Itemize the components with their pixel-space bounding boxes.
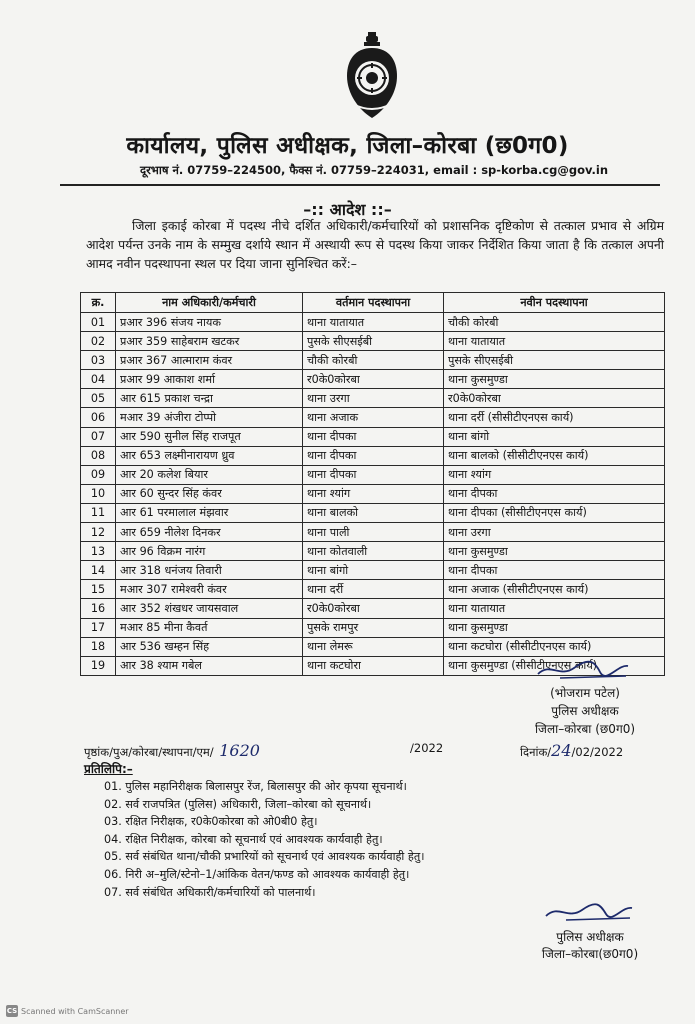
header-serial: क्र. [81, 293, 116, 313]
cell-name: आर 20 कलेश बियार [116, 465, 303, 484]
scanner-footer [6, 1005, 129, 1017]
copy-label: प्रतिलिपि:– [84, 762, 133, 776]
table-row [81, 408, 665, 427]
cell-current-posting: थाना पाली [303, 523, 444, 542]
cell-current-posting: चौकी कोरबी [303, 351, 444, 370]
reference-line [84, 741, 262, 760]
cell-name: आर 38 श्याम गबेल [116, 656, 303, 675]
cell-current-posting: थाना दर्री [303, 580, 444, 599]
table-row [81, 561, 665, 580]
cell-name: आर 318 धनंजय तिवारी [116, 561, 303, 580]
cell-current-posting: थाना बांगो [303, 561, 444, 580]
table-row [81, 313, 665, 332]
office-title: कार्यालय, पुलिस अधीक्षक, जिला–कोरबा (छ0ग0) [126, 133, 569, 159]
signature-scribble-icon [530, 656, 640, 682]
table-row [81, 351, 665, 370]
cell-current-posting: र0के0कोरबा [303, 599, 444, 618]
cell-name: मआर 307 रामेश्वरी कंवर [116, 580, 303, 599]
copy-item: 02. सर्व राजपत्रित (पुलिस) अधिकारी, जिला–कोरबा को सूचनार्थ। [104, 797, 372, 811]
cell-new-posting: थाना श्यांग [444, 465, 665, 484]
cell-new-posting: थाना दीपका (सीसीटीएनएस कार्य) [444, 503, 665, 522]
cell-new-posting: थाना बालको (सीसीटीएनएस कार्य) [444, 446, 665, 465]
cell-name: प्रआर 396 संजय नायक [116, 313, 303, 332]
cell-new-posting: पुसके सीएसईबी [444, 351, 665, 370]
cell-new-posting: थाना दीपका [444, 484, 665, 503]
copy-item: 05. सर्व संबंधित थाना/चौकी प्रभारियों को सूचनार्थ एवं आवश्यक कार्यवाही हेतु। [104, 850, 425, 864]
second-signature-block [520, 900, 660, 963]
cell-name: आर 352 शंखधर जायसवाल [116, 599, 303, 618]
cell-new-posting: थाना कटघोरा (सीसीटीएनएस कार्य) [444, 637, 665, 656]
table-row [81, 370, 665, 389]
table-row [81, 599, 665, 618]
cell-new-posting: थाना यातायात [444, 332, 665, 351]
cell-serial: 18 [81, 637, 116, 656]
cell-current-posting: थाना कोतवाली [303, 542, 444, 561]
cell-name: मआर 85 मीना कैवर्त [116, 618, 303, 637]
header-divider [60, 184, 660, 186]
reference-year: /2022 [410, 741, 444, 755]
cell-current-posting: थाना कटघोरा [303, 656, 444, 675]
cell-serial: 14 [81, 561, 116, 580]
contact-line: दूरभाष नं. 07759–224500, फैक्स नं. 07759–224031, email : sp-korba.cg@gov.in [140, 163, 609, 177]
cell-new-posting: र0के0कोरबा [444, 389, 665, 408]
header-new-posting: नवीन पदस्थापना [444, 293, 665, 313]
signatory-designation: पुलिस अधीक्षक [551, 704, 619, 718]
table-body [81, 313, 665, 676]
cell-serial: 13 [81, 542, 116, 561]
cell-new-posting: थाना कुसमुण्डा [444, 370, 665, 389]
cell-current-posting: थाना बालको [303, 503, 444, 522]
order-body: जिला इकाई कोरबा में पदस्थ नीचे दर्शित अधिकारी/कर्मचारियों को प्रशासनिक दृष्टिकोण से तत्काल प्रभाव से अग्रिम आदेश पर्यन्त उनके नाम के सम्मुख दर्शाये स्थान में अस्थायी रूप से पदस्थ किया जाकर निर्देशित किया जाता है कि तत्काल अपनी आमद नवीन पदस्थापना स्थल पर दिया जाना सुनिश्चित करें:– [86, 218, 664, 271]
cell-current-posting: पुसके सीएसईबी [303, 332, 444, 351]
table-row [81, 427, 665, 446]
cell-serial: 19 [81, 656, 116, 675]
cell-new-posting: थाना कुसमुण्डा [444, 618, 665, 637]
cell-name: आर 60 सुन्दर सिंह कंवर [116, 484, 303, 503]
second-signatory-designation: पुलिस अधीक्षक [556, 930, 624, 944]
table-row [81, 503, 665, 522]
copy-item: 06. निरी अ–मुलि/स्टेनो–1/आंकिक वेतन/फण्ड को आवश्यक कार्यवाही हेतु। [104, 867, 410, 881]
date-day: 24 [551, 741, 572, 760]
cell-name: आर 653 लक्ष्मीनारायण ध्रुव [116, 446, 303, 465]
cell-serial: 12 [81, 523, 116, 542]
date-rest: /02/2022 [571, 745, 624, 759]
table-row [81, 542, 665, 561]
table-row [81, 484, 665, 503]
cell-serial: 09 [81, 465, 116, 484]
cell-name: आर 615 प्रकाश चन्द्रा [116, 389, 303, 408]
cell-name: आर 96 विक्रम नारंग [116, 542, 303, 561]
cell-current-posting: थाना दीपका [303, 465, 444, 484]
cell-serial: 06 [81, 408, 116, 427]
date-line [520, 741, 623, 760]
camscanner-logo: CS [6, 1007, 18, 1015]
signature-block [500, 656, 670, 738]
copy-item: 01. पुलिस महानिरीक्षक बिलासपुर रेंज, बिलासपुर की ओर कृपया सूचनार्थ। [104, 780, 407, 793]
date-label: दिनांक/ [520, 745, 552, 759]
cell-new-posting: थाना बांगो [444, 427, 665, 446]
police-emblem-icon [341, 30, 403, 122]
cell-new-posting: थाना दीपका [444, 561, 665, 580]
header-name: नाम अधिकारी/कर्मचारी [116, 293, 303, 313]
cell-serial: 03 [81, 351, 116, 370]
cell-current-posting: र0के0कोरबा [303, 370, 444, 389]
copy-item: 03. रक्षित निरीक्षक, र0के0कोरबा को ओ0बी0 हेतु। [104, 815, 318, 829]
cell-current-posting: थाना दीपका [303, 446, 444, 465]
table-row [81, 389, 665, 408]
cell-new-posting: थाना कुसमुण्डा (सीसीटीएनएस कार्य) [444, 656, 665, 675]
cell-serial: 16 [81, 599, 116, 618]
cell-serial: 17 [81, 618, 116, 637]
transfer-table [80, 292, 665, 676]
table-row [81, 523, 665, 542]
cell-serial: 01 [81, 313, 116, 332]
second-signatory-district: जिला–कोरबा(छ0ग0) [541, 947, 639, 961]
cell-new-posting: थाना यातायात [444, 599, 665, 618]
cell-new-posting: थाना कुसमुण्डा [444, 542, 665, 561]
cell-name: आर 590 सुनील सिंह राजपूत [116, 427, 303, 446]
cell-name: प्रआर 99 आकाश शर्मा [116, 370, 303, 389]
scanner-text: Scanned with CamScanner [21, 1006, 129, 1016]
cell-current-posting: पुसके रामपुर [303, 618, 444, 637]
table-row [81, 618, 665, 637]
table-row [81, 580, 665, 599]
order-heading: –:: आदेश ::– [303, 200, 392, 219]
cell-serial: 11 [81, 503, 116, 522]
cell-name: आर 61 परमालाल मंझवार [116, 503, 303, 522]
table-row [81, 332, 665, 351]
signatory-name: (भोजराम पटेल) [550, 686, 620, 700]
table-row [81, 446, 665, 465]
table-header-row [81, 293, 665, 313]
cell-name: प्रआर 367 आत्माराम कंवर [116, 351, 303, 370]
cell-new-posting: थाना अजाक (सीसीटीएनएस कार्य) [444, 580, 665, 599]
cell-current-posting: थाना श्यांग [303, 484, 444, 503]
signature-scribble-icon [540, 900, 640, 924]
cell-current-posting: थाना लेमरू [303, 637, 444, 656]
cell-serial: 02 [81, 332, 116, 351]
cell-current-posting: थाना यातायात [303, 313, 444, 332]
header-current-posting: वर्तमान पदस्थापना [303, 293, 444, 313]
table-row [81, 637, 665, 656]
cell-name: प्रआर 359 साहेबराम खटकर [116, 332, 303, 351]
cell-serial: 07 [81, 427, 116, 446]
reference-prefix: पृष्ठांक/पुअ/कोरबा/स्थापना/एम/ [84, 745, 214, 759]
cell-name: आर 659 नीलेश दिनकर [116, 523, 303, 542]
cell-current-posting: थाना दीपका [303, 427, 444, 446]
cell-name: आर 536 खम्हन सिंह [116, 637, 303, 656]
cell-serial: 05 [81, 389, 116, 408]
cell-current-posting: थाना उरगा [303, 389, 444, 408]
cell-serial: 04 [81, 370, 116, 389]
cell-new-posting: चौकी कोरबी [444, 313, 665, 332]
copy-list [104, 778, 424, 901]
cell-new-posting: थाना उरगा [444, 523, 665, 542]
signatory-district: जिला–कोरबा (छ0ग0) [534, 722, 636, 736]
cell-serial: 08 [81, 446, 116, 465]
copy-item: 07. सर्व संबंधित अधिकारी/कर्मचारियों को पालनार्थ। [104, 885, 316, 899]
cell-serial: 15 [81, 580, 116, 599]
cell-new-posting: थाना दर्री (सीसीटीएनएस कार्य) [444, 408, 665, 427]
copy-item: 04. रक्षित निरीक्षक, कोरबा को सूचनार्थ एवं आवश्यक कार्यवाही हेतु। [104, 832, 383, 846]
table-row [81, 465, 665, 484]
cell-serial: 10 [81, 484, 116, 503]
reference-number: 1620 [219, 741, 260, 760]
cell-current-posting: थाना अजाक [303, 408, 444, 427]
cell-name: मआर 39 अंजीरा टोप्पो [116, 408, 303, 427]
